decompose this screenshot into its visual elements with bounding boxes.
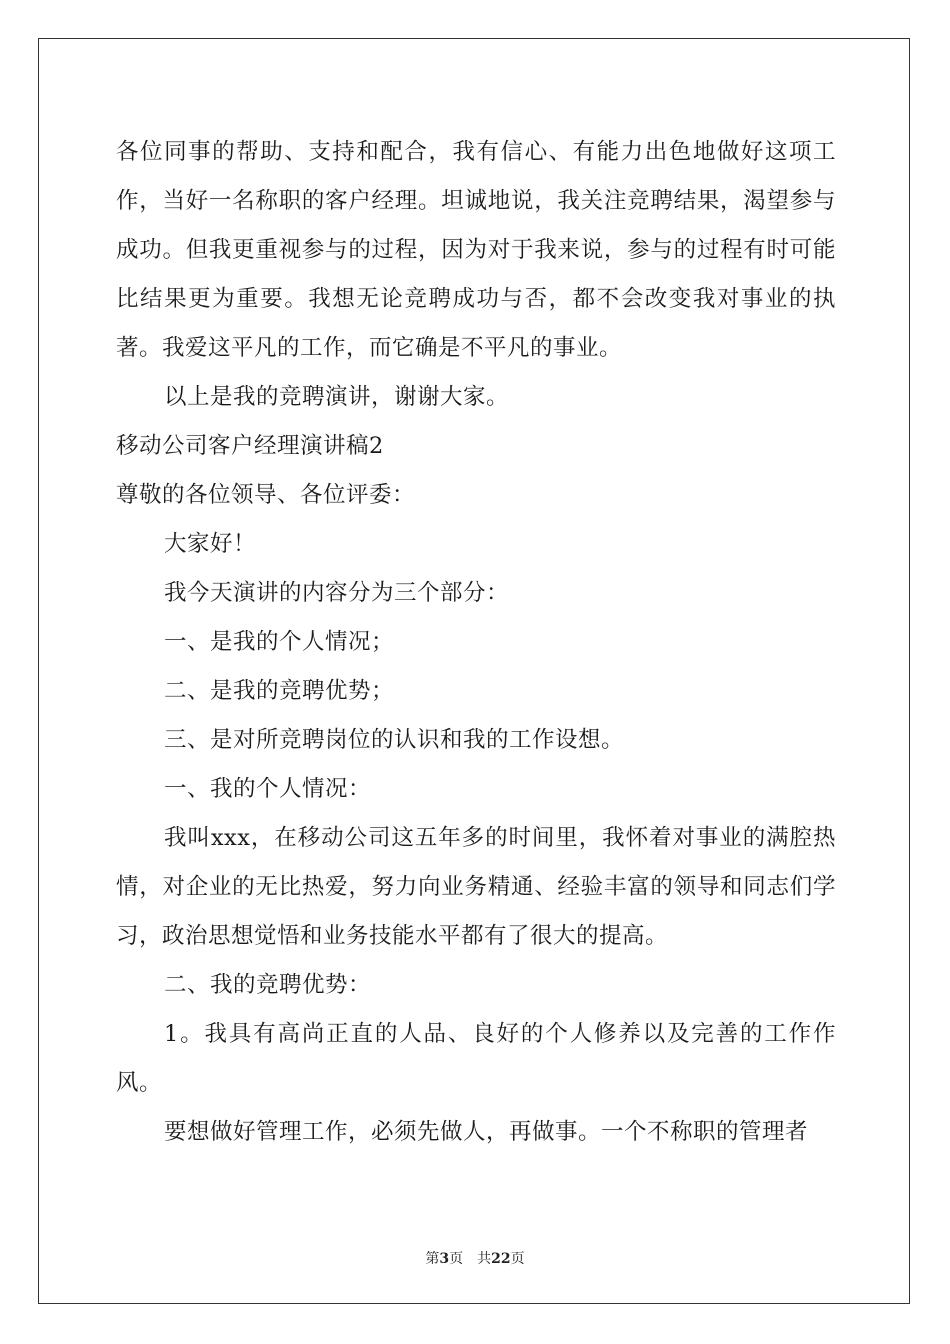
document-body <box>116 128 836 1157</box>
page-footer <box>0 1248 950 1268</box>
page-prefix: 第 <box>425 1251 440 1267</box>
paragraph: 要想做好管理工作，必须先做人，再做事。一个不称职的管理者 <box>164 1119 809 1145</box>
salutation: 尊敬的各位领导、各位评委： <box>116 482 416 508</box>
page-number: 3 <box>439 1251 450 1267</box>
paragraph: 我叫xxx，在移动公司这五年多的时间里，我怀着对事业的满腔热情，对企业的无比热爱，努力向业务精通、经验丰富的领导和同志们学习，政治思想觉悟和业务技能水平都有了很大的提高。 <box>116 825 836 949</box>
paragraph: 各位同事的帮助、支持和配合，我有信心、有能力出色地做好这项工作，当好一名称职的客户经理。坦诚地说，我关注竞聘结果，渴望参与成功。但我更重视参与的过程，因为对于我来说，参与的过程有时可能比结果更为重要。我想无论竞聘成功与否，都不会改变我对事业的执著。我爱这平凡的工作，而它确是不平凡的事业。 <box>116 139 836 361</box>
subheading: 一、我的个人情况： <box>164 776 372 802</box>
total-pages: 22 <box>491 1251 511 1267</box>
total-prefix: 共 <box>477 1251 492 1267</box>
paragraph: 以上是我的竞聘演讲，谢谢大家。 <box>164 384 510 410</box>
subheading: 二、我的竞聘优势： <box>164 972 372 998</box>
paragraph: 1。我具有高尚正直的人品、良好的个人修养以及完善的工作作风。 <box>116 1021 836 1096</box>
list-item: 一、是我的个人情况； <box>164 629 395 655</box>
section-title: 移动公司客户经理演讲稿2 <box>116 433 384 459</box>
page-suffix: 页 <box>449 1251 464 1267</box>
list-item: 二、是我的竞聘优势； <box>164 678 395 704</box>
list-item: 三、是对所竞聘岗位的认识和我的工作设想。 <box>164 727 625 753</box>
total-suffix: 页 <box>510 1251 525 1267</box>
paragraph: 我今天演讲的内容分为三个部分： <box>164 580 510 606</box>
paragraph: 大家好！ <box>164 531 257 557</box>
